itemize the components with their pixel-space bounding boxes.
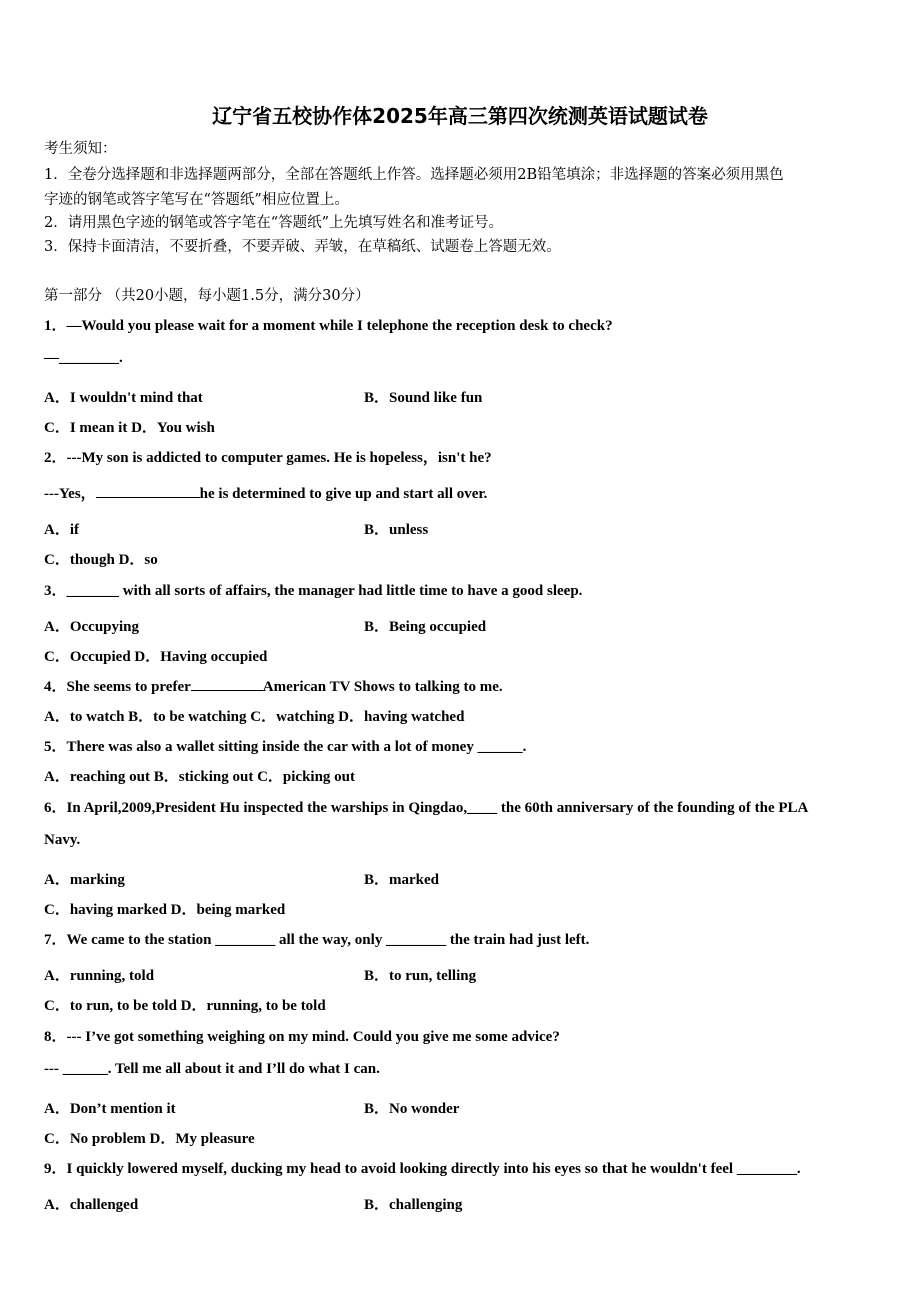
option-a: A．marking xyxy=(44,872,125,888)
option-b: B．unless xyxy=(364,522,429,538)
question-reply: —________. xyxy=(44,350,123,366)
question-stem: 9．I quickly lowered myself, ducking my head to avoid looking directly into his eyes so that he wouldn't feel ________. xyxy=(44,1161,801,1177)
option-cd: C．though D．so xyxy=(44,552,158,568)
reply-prefix: ---Yes， xyxy=(44,486,96,502)
stem-suffix: American TV Shows to talking to me. xyxy=(262,679,503,695)
section-heading: 第一部分 （共20小题，每小题1.5分，满分30分） xyxy=(44,288,370,304)
option-a: A．challenged xyxy=(44,1197,139,1213)
answer-blank xyxy=(191,676,263,691)
option-b: B．to run, telling xyxy=(364,968,477,984)
option-cd: C．No problem D．My pleasure xyxy=(44,1131,255,1147)
question-stem xyxy=(44,675,503,696)
option-cd: C．I mean it D．You wish xyxy=(44,420,215,436)
question-reply: --- ______. Tell me all about it and I’ll do what I can. xyxy=(44,1061,380,1077)
notice-item: 字迹的钢笔或答字笔写在“答题纸”相应位置上。 xyxy=(44,192,349,208)
answer-blank xyxy=(96,483,200,498)
question-stem: 8．--- I’ve got something weighing on my mind. Could you give me some advice? xyxy=(44,1029,560,1045)
reply-suffix: he is determined to give up and start all over. xyxy=(199,486,488,502)
option-a: A．if xyxy=(44,522,79,538)
question-stem: 5．There was also a wallet sitting inside the car with a lot of money ______. xyxy=(44,739,527,755)
question-stem: 2．---My son is addicted to computer games. He is hopeless，isn't he? xyxy=(44,450,492,466)
option-a: A．running, told xyxy=(44,968,155,984)
question-reply xyxy=(44,482,487,503)
question-stem: 1．—Would you please wait for a moment while I telephone the reception desk to check? xyxy=(44,318,613,334)
question-stem: 6．In April,2009,President Hu inspected the warships in Qingdao,____ the 60th anniversary of the founding of the PLA xyxy=(44,800,809,816)
notice-item: 2．请用黑色字迹的钢笔或答字笔在“答题纸”上先填写姓名和准考证号。 xyxy=(44,215,504,231)
option-cd: C．to run, to be told D．running, to be told xyxy=(44,998,326,1014)
question-stem: 7．We came to the station ________ all the way, only ________ the train had just left. xyxy=(44,932,590,948)
option-a: A．Don’t mention it xyxy=(44,1101,176,1117)
stem-prefix: 4．She seems to prefer xyxy=(44,679,191,695)
page-title: 辽宁省五校协作体2025年高三第四次统测英语试题试卷 xyxy=(212,104,708,128)
option-b: B．challenging xyxy=(364,1197,463,1213)
options-row: A．to watch B．to be watching C．watching D．having watched xyxy=(44,709,465,725)
option-b: B．Being occupied xyxy=(364,619,487,635)
options-row: A．reaching out B．sticking out C．picking out xyxy=(44,769,356,785)
notice-heading: 考生须知： xyxy=(44,141,117,157)
notice-item: 1．全卷分选择题和非选择题两部分，全部在答题纸上作答。选择题必须用2B铅笔填涂；非选择题的答案必须用黑色 xyxy=(44,167,784,183)
option-b: B．marked xyxy=(364,872,440,888)
option-a: A．Occupying xyxy=(44,619,140,635)
option-cd: C．Occupied D．Having occupied xyxy=(44,649,268,665)
option-cd: C．having marked D．being marked xyxy=(44,902,286,918)
notice-item: 3．保持卡面清洁，不要折叠，不要弄破、弄皱，在草稿纸、试题卷上答题无效。 xyxy=(44,239,561,255)
question-stem: 3．_______ with all sorts of affairs, the manager had little time to have a good sleep. xyxy=(44,583,583,599)
question-stem-cont: Navy. xyxy=(44,832,81,848)
option-a: A．I wouldn't mind that xyxy=(44,390,203,406)
option-b: B．No wonder xyxy=(364,1101,460,1117)
option-b: B．Sound like fun xyxy=(364,390,483,406)
